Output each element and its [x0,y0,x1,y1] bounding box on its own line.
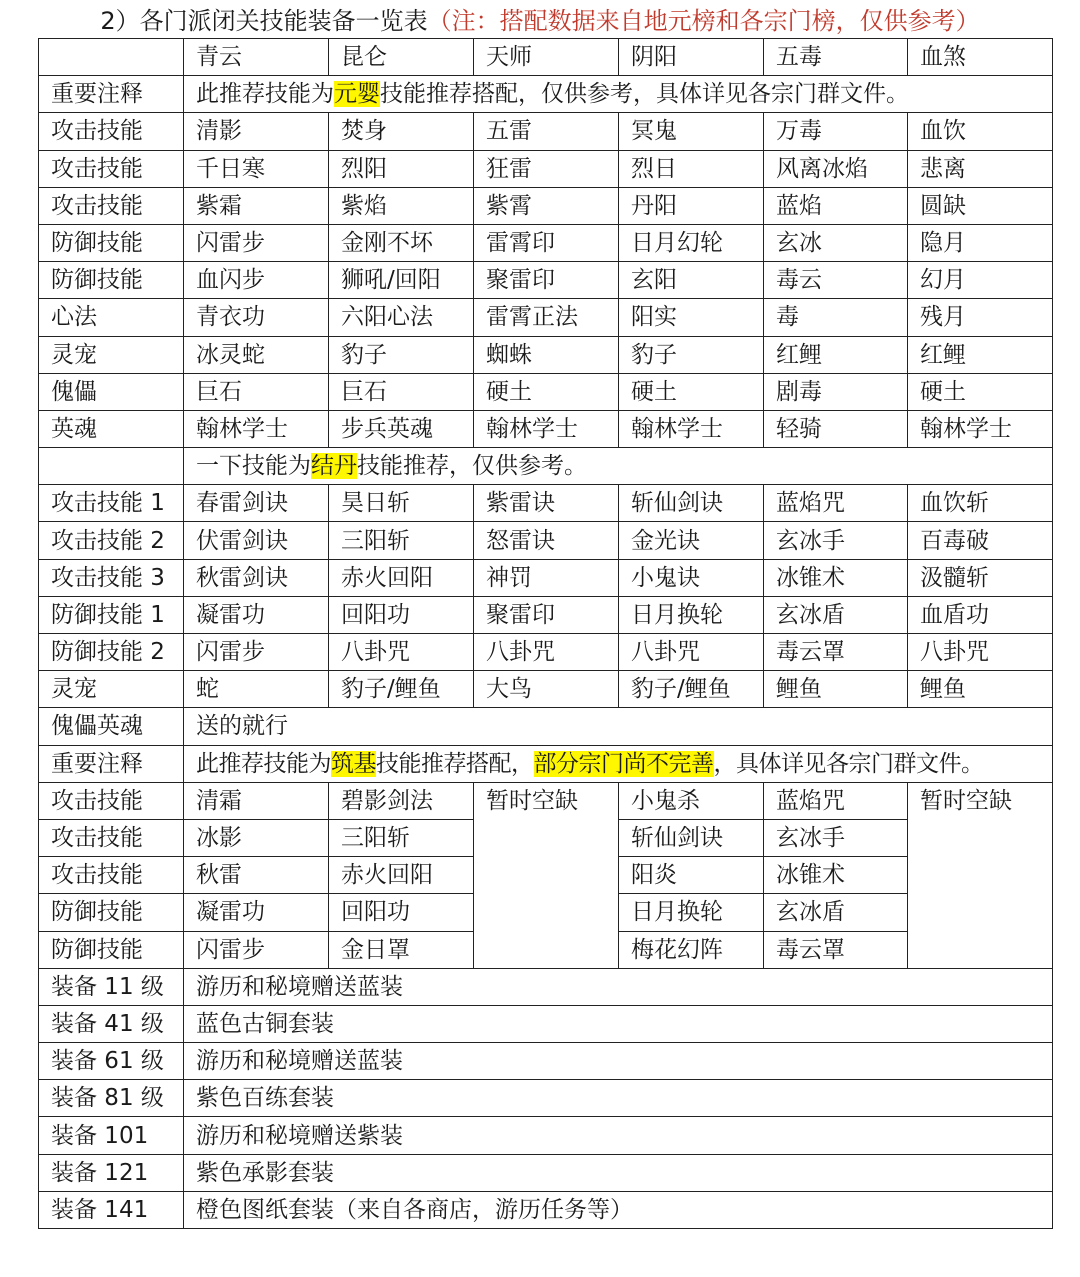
skill-cell: 秋雷 [184,857,329,894]
skill-cell: 闪雷步 [184,634,329,671]
table-row [39,336,1053,373]
header-sect-cell: 青云 [184,39,329,76]
xuesha-missing: 暂时空缺 [908,782,1053,968]
row-label: 重要注释 [39,745,184,782]
row-label: 防御技能 [39,931,184,968]
skill-cell: 鲤鱼 [908,671,1053,708]
skill-cell: 血饮斩 [908,485,1053,522]
equipment-row [39,1043,1053,1080]
skill-cell: 翰林学士 [474,410,619,447]
header-sect-cell: 昆仑 [329,39,474,76]
row-label: 傀儡 [39,373,184,410]
row-label: 灵宠 [39,336,184,373]
skill-cell: 赤火回阳 [329,559,474,596]
skill-cell: 隐月 [908,224,1053,261]
yuanying-note-row [39,76,1053,113]
skill-cell: 狮吼/回阳 [329,262,474,299]
skill-cell: 回阳功 [329,596,474,633]
skill-cell: 阳炎 [619,857,764,894]
skill-cell: 秋雷剑诀 [184,559,329,596]
skill-cell: 碧影剑法 [329,782,474,819]
skill-cell: 轻骑 [764,410,908,447]
skill-cell: 梅花幻阵 [619,931,764,968]
table-row [39,224,1053,261]
equipment-row [39,968,1053,1005]
title-note: （注：搭配数据来自地元榜和各宗门榜，仅供参考） [427,7,980,35]
title-main: 2）各门派闭关技能装备一览表 [100,7,428,35]
skill-cell: 红鲤 [764,336,908,373]
row-label: 防御技能 1 [39,596,184,633]
table-row [39,150,1053,187]
skill-cell: 蓝焰咒 [764,782,908,819]
skill-cell: 丹阳 [619,187,764,224]
skill-cell: 红鲤 [908,336,1053,373]
skill-cell: 玄阳 [619,262,764,299]
equipment-level: 装备 141 [39,1191,184,1228]
note-text: 技能推荐，仅供参考。 [357,453,587,480]
skill-cell: 巨石 [329,373,474,410]
row-label: 攻击技能 1 [39,485,184,522]
skill-cell: 百毒破 [908,522,1053,559]
puppet-soul-row [39,708,1053,745]
header-sect-cell: 天师 [474,39,619,76]
skill-cell: 圆缺 [908,187,1053,224]
equipment-desc: 紫色承影套装 [184,1154,1053,1191]
skill-cell: 金光诀 [619,522,764,559]
table-row [39,782,1053,819]
skill-cell: 闪雷步 [184,224,329,261]
skill-cell: 八卦咒 [619,634,764,671]
note-text: 此推荐技能为 [196,81,334,108]
skill-cell: 玄冰盾 [764,894,908,931]
row-label: 灵宠 [39,671,184,708]
equipment-desc: 橙色图纸套装（来自各商店，游历任务等） [184,1191,1053,1228]
note-text: 此推荐技能为 [196,750,331,777]
header-sect-cell: 五毒 [764,39,908,76]
table-row [39,485,1053,522]
skill-cell: 日月换轮 [619,894,764,931]
row-label: 英魂 [39,410,184,447]
table-row [39,634,1053,671]
table-row [39,522,1053,559]
skill-cell: 豹子/鲤鱼 [619,671,764,708]
skill-cell: 蛇 [184,671,329,708]
table-row [39,187,1053,224]
note-highlight: 结丹 [311,453,357,480]
row-label: 攻击技能 2 [39,522,184,559]
skill-cell: 剧毒 [764,373,908,410]
skill-cell: 阳实 [619,299,764,336]
skill-cell: 小鬼诀 [619,559,764,596]
skill-cell: 蓝焰 [764,187,908,224]
row-label: 攻击技能 [39,187,184,224]
header-row [39,39,1053,76]
row-label: 攻击技能 [39,150,184,187]
skill-cell: 紫霄 [474,187,619,224]
equipment-level: 装备 121 [39,1154,184,1191]
skill-cell: 玄冰手 [764,819,908,856]
skill-cell: 日月换轮 [619,596,764,633]
skill-cell: 万毒 [764,113,908,150]
skill-cell: 焚身 [329,113,474,150]
skill-cell: 血饮 [908,113,1053,150]
row-label: 攻击技能 [39,113,184,150]
skill-cell: 清影 [184,113,329,150]
skill-cell: 三阳斩 [329,819,474,856]
table-row [39,262,1053,299]
skill-cell: 金刚不坏 [329,224,474,261]
equipment-desc: 紫色百练套装 [184,1080,1053,1117]
skill-cell: 鲤鱼 [764,671,908,708]
skill-cell: 紫雷诀 [474,485,619,522]
row-label: 防御技能 [39,894,184,931]
skill-cell: 幻月 [908,262,1053,299]
skill-cell: 青衣功 [184,299,329,336]
skill-cell: 五雷 [474,113,619,150]
skill-cell: 八卦咒 [908,634,1053,671]
equipment-level: 装备 81 级 [39,1080,184,1117]
row-label: 心法 [39,299,184,336]
skill-cell: 翰林学士 [184,410,329,447]
equipment-row [39,1154,1053,1191]
skill-cell: 毒云罩 [764,931,908,968]
equipment-row [39,1080,1053,1117]
zhuji-note [184,745,1053,782]
skill-cell: 狂雷 [474,150,619,187]
empty-label-cell [39,448,184,485]
skill-cell: 清霜 [184,782,329,819]
equipment-row [39,1117,1053,1154]
skill-cell: 豹子 [329,336,474,373]
yuanying-note [184,76,1053,113]
puppet-soul-value: 送的就行 [184,708,1053,745]
skill-cell: 豹子/鲤鱼 [329,671,474,708]
row-label: 防御技能 [39,224,184,261]
header-sect-cell: 血煞 [908,39,1053,76]
skill-cell: 八卦咒 [474,634,619,671]
row-label: 防御技能 2 [39,634,184,671]
row-label: 攻击技能 [39,782,184,819]
row-label: 攻击技能 [39,857,184,894]
equipment-desc: 游历和秘境赠送紫装 [184,1117,1053,1154]
skill-cell: 毒 [764,299,908,336]
row-label: 傀儡英魂 [39,708,184,745]
skill-cell: 蓝焰咒 [764,485,908,522]
table-row [39,410,1053,447]
skill-cell: 聚雷印 [474,596,619,633]
skill-cell: 悲离 [908,150,1053,187]
jiedan-note-row [39,448,1053,485]
zhuji-note-row [39,745,1053,782]
equipment-row [39,1005,1053,1042]
skill-cell: 烈阳 [329,150,474,187]
skill-cell: 冰影 [184,819,329,856]
skill-cell: 怒雷诀 [474,522,619,559]
skill-cell: 玄冰手 [764,522,908,559]
skill-cell: 伏雷剑诀 [184,522,329,559]
note-highlight: 部分宗门尚不完善 [533,750,714,777]
document-title [0,4,1080,38]
skill-cell: 步兵英魂 [329,410,474,447]
skill-cell: 残月 [908,299,1053,336]
skill-cell: 赤火回阳 [329,857,474,894]
skill-cell: 烈日 [619,150,764,187]
skill-cell: 冰锥术 [764,857,908,894]
table-row [39,299,1053,336]
row-label: 重要注释 [39,76,184,113]
skills-equipment-table [38,38,1053,1229]
equipment-level: 装备 101 [39,1117,184,1154]
skill-cell: 玄冰 [764,224,908,261]
skill-cell: 雷霄正法 [474,299,619,336]
skill-cell: 硬土 [908,373,1053,410]
skill-cell: 紫焰 [329,187,474,224]
table-row [39,559,1053,596]
skill-cell: 冥鬼 [619,113,764,150]
note-highlight: 元婴 [334,81,380,108]
skill-cell: 千日寒 [184,150,329,187]
table-row [39,373,1053,410]
skill-cell: 八卦咒 [329,634,474,671]
note-text: ，具体详见各宗门群文件。 [713,750,984,777]
skill-cell: 翰林学士 [619,410,764,447]
skill-cell: 小鬼杀 [619,782,764,819]
skill-cell: 玄冰盾 [764,596,908,633]
equipment-desc: 蓝色古铜套装 [184,1005,1053,1042]
jiedan-note [184,448,1053,485]
skill-cell: 冰锥术 [764,559,908,596]
note-highlight: 筑基 [331,750,376,777]
skill-cell: 翰林学士 [908,410,1053,447]
header-corner-cell [39,39,184,76]
skill-cell: 斩仙剑诀 [619,485,764,522]
skill-cell: 回阳功 [329,894,474,931]
skill-cell: 金日罩 [329,931,474,968]
equipment-row [39,1191,1053,1228]
skill-cell: 毒云 [764,262,908,299]
skill-cell: 风离冰焰 [764,150,908,187]
row-label: 防御技能 [39,262,184,299]
header-sect-cell: 阴阳 [619,39,764,76]
skill-cell: 凝雷功 [184,894,329,931]
skill-cell: 神罚 [474,559,619,596]
row-label: 攻击技能 3 [39,559,184,596]
table-row [39,596,1053,633]
skill-cell: 蜘蛛 [474,336,619,373]
table-row [39,113,1053,150]
equipment-desc: 游历和秘境赠送蓝装 [184,968,1053,1005]
skill-cell: 斩仙剑诀 [619,819,764,856]
equipment-level: 装备 11 级 [39,968,184,1005]
skill-cell: 日月幻轮 [619,224,764,261]
skill-cell: 六阳心法 [329,299,474,336]
skill-cell: 紫霜 [184,187,329,224]
skill-cell: 血盾功 [908,596,1053,633]
skill-cell: 昊日斩 [329,485,474,522]
note-text: 一下技能为 [196,453,311,480]
skill-cell: 毒云罩 [764,634,908,671]
row-label: 攻击技能 [39,819,184,856]
skill-cell: 春雷剑诀 [184,485,329,522]
skill-cell: 血闪步 [184,262,329,299]
skill-cell: 聚雷印 [474,262,619,299]
skill-cell: 硬土 [474,373,619,410]
skill-cell: 冰灵蛇 [184,336,329,373]
skill-cell: 三阳斩 [329,522,474,559]
note-text: 技能推荐搭配， [376,750,534,777]
skill-cell: 汲髓斩 [908,559,1053,596]
tianshi-missing: 暂时空缺 [474,782,619,968]
skill-cell: 雷霄印 [474,224,619,261]
skill-cell: 大鸟 [474,671,619,708]
note-text: 技能推荐搭配，仅供参考，具体详见各宗门群文件。 [380,81,909,108]
skill-cell: 闪雷步 [184,931,329,968]
equipment-level: 装备 61 级 [39,1043,184,1080]
skill-cell: 硬土 [619,373,764,410]
skill-cell: 巨石 [184,373,329,410]
skill-cell: 凝雷功 [184,596,329,633]
table-row [39,671,1053,708]
equipment-desc: 游历和秘境赠送蓝装 [184,1043,1053,1080]
skill-cell: 豹子 [619,336,764,373]
equipment-level: 装备 41 级 [39,1005,184,1042]
